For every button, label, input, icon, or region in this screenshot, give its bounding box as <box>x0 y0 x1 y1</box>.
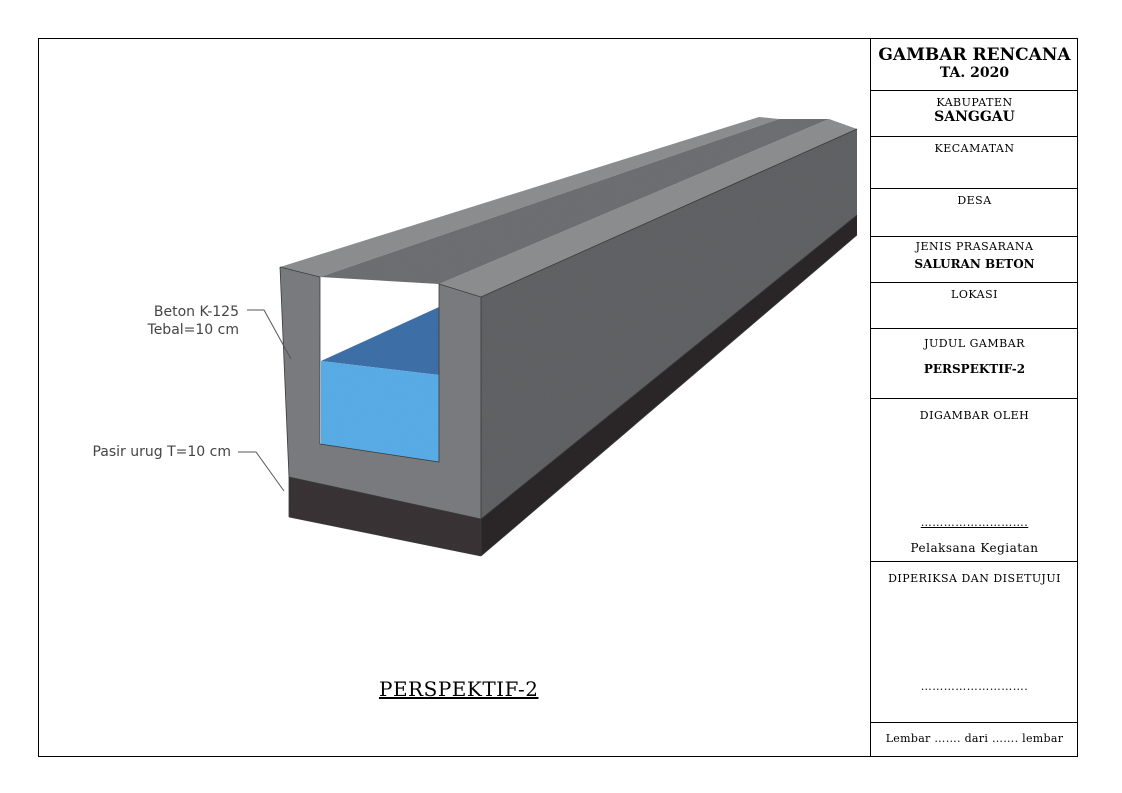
tb-kabupaten-label: KABUPATEN <box>936 96 1013 109</box>
tb-kabupaten <box>871 91 1078 137</box>
drawing-caption: PERSPEKTIF-2 <box>379 677 539 701</box>
tb-title: GAMBAR RENCANA <box>878 45 1071 65</box>
tb-lembar-text: Lembar ……. dari ……. lembar <box>885 732 1064 745</box>
concrete-callout-line2: Tebal=10 cm <box>147 322 239 338</box>
tb-digambar-signature-line: ………………………. <box>920 516 1029 529</box>
tb-lokasi <box>871 283 1078 329</box>
tb-diperiksa-label: DIPERIKSA DAN DISETUJUI <box>888 572 1061 585</box>
tb-jenis <box>871 237 1078 283</box>
tb-kabupaten-value: SANGGAU <box>934 109 1015 125</box>
tb-kecamatan-label: KECAMATAN <box>934 142 1015 155</box>
concrete-callout-line1: Beton K-125 <box>153 304 239 320</box>
tb-year: TA. 2020 <box>939 65 1010 81</box>
tb-digambar <box>871 399 1078 562</box>
sand-leader-line <box>238 452 284 491</box>
tb-lokasi-label: LOKASI <box>951 288 998 301</box>
tb-jenis-value: SALURAN BETON <box>914 257 1035 271</box>
tb-kecamatan <box>871 137 1078 189</box>
tb-desa <box>871 189 1078 237</box>
tb-judul-value: PERSPEKTIF-2 <box>923 362 1026 376</box>
sand-callout: Pasir urug T=10 cm <box>92 444 231 460</box>
tb-jenis-label: JENIS PRASARANA <box>915 240 1034 253</box>
drawing-area <box>39 39 870 756</box>
tb-diperiksa-signature-line: ………………………. <box>920 680 1029 693</box>
tb-pelaksana-label: Pelaksana Kegiatan <box>910 541 1039 555</box>
tb-desa-label: DESA <box>957 194 992 207</box>
tb-digambar-label: DIGAMBAR OLEH <box>919 409 1030 422</box>
title-block <box>870 39 1077 756</box>
tb-judul <box>871 329 1078 399</box>
tb-diperiksa <box>871 562 1078 723</box>
channel-perspective <box>39 39 870 756</box>
concrete-callout <box>109 303 239 339</box>
tb-judul-label: JUDUL GAMBAR <box>924 337 1025 350</box>
drawing-sheet <box>38 38 1078 757</box>
tb-lembar <box>871 723 1078 756</box>
tb-header <box>871 39 1078 91</box>
